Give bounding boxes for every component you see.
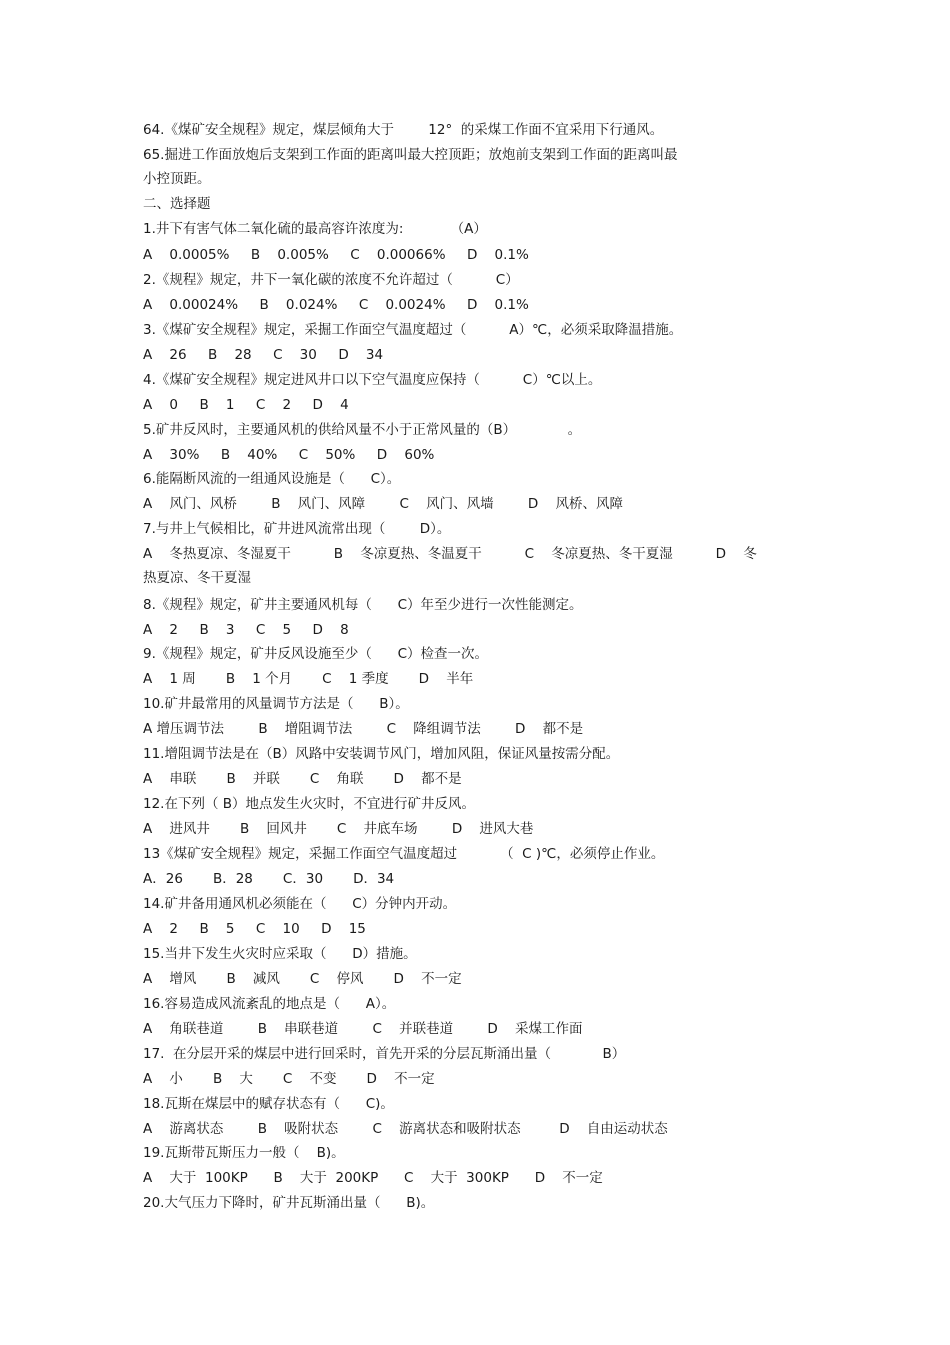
question-text: 17. 在分层开采的煤层中进行回采时，首先开采的分层瓦斯涌出量（ B） bbox=[143, 1046, 626, 1062]
question-text: 7.与井上气候相比，矿井进风流常出现（ D）。 bbox=[143, 521, 451, 537]
question-text: 20.大气压力下降时，矿井瓦斯涌出量（ B)。 bbox=[143, 1195, 435, 1211]
question-text: 5.矿井反风时，主要通风机的供给风量不小于正常风量的（B） 。 bbox=[143, 422, 582, 438]
answer-options: A 1 周 B 1 个月 C 1 季度 D 半年 bbox=[143, 671, 474, 687]
question-text: 11.增阻调节法是在（B）风路中安装调节风门，增加风阻，保证风量按需分配。 bbox=[143, 746, 620, 762]
answer-options: A 冬热夏凉、冬湿夏干 B 冬凉夏热、冬温夏干 C 冬凉夏热、冬干夏湿 D 冬 bbox=[143, 546, 757, 562]
question-text: 16.容易造成风流紊乱的地点是（ A）。 bbox=[143, 996, 396, 1012]
question-text: 15.当井下发生火灾时应采取（ D）措施。 bbox=[143, 946, 417, 962]
answer-options: A 0.0005% B 0.005% C 0.00066% D 0.1% bbox=[143, 247, 529, 263]
answer-options: A 0 B 1 C 2 D 4 bbox=[143, 397, 349, 413]
answer-options: A 26 B 28 C 30 D 34 bbox=[143, 347, 384, 363]
answer-options: A 游离状态 B 吸附状态 C 游离状态和吸附状态 D 自由运动状态 bbox=[143, 1121, 668, 1137]
answer-options: 热夏凉、冬干夏湿 bbox=[143, 570, 251, 586]
question-text: 3.《煤矿安全规程》规定，采掘工作面空气温度超过（ A）℃，必须采取降温措施。 bbox=[143, 322, 683, 338]
answer-options: A 2 B 3 C 5 D 8 bbox=[143, 622, 349, 638]
answer-options: A 进风井 B 回风井 C 井底车场 D 进风大巷 bbox=[143, 821, 534, 837]
answer-options: A 小 B 大 C 不变 D 不一定 bbox=[143, 1071, 435, 1087]
answer-options: A 2 B 5 C 10 D 15 bbox=[143, 921, 366, 937]
answer-options: A 大于 100KP B 大于 200KP C 大于 300KP D 不一定 bbox=[143, 1170, 603, 1186]
answer-options: A．26 B．28 C．30 D．34 bbox=[143, 871, 395, 887]
question-text: 2.《规程》规定，井下一氧化碳的浓度不允许超过（ C） bbox=[143, 272, 519, 288]
answer-options: A 增压调节法 B 增阻调节法 C 降组调节法 D 都不是 bbox=[143, 721, 584, 737]
text-line: 小控顶距。 bbox=[143, 171, 211, 187]
question-text: 19.瓦斯带瓦斯压力一般（ B)。 bbox=[143, 1145, 345, 1161]
question-text: 4.《煤矿安全规程》规定进风井口以下空气温度应保持（ C）℃以上。 bbox=[143, 372, 602, 388]
question-text: 6.能隔断风流的一组通风设施是（ C）。 bbox=[143, 471, 401, 487]
text-line: 65.掘进工作面放炮后支架到工作面的距离叫最大控顶距；放炮前支架到工作面的距离叫最 bbox=[143, 147, 678, 163]
question-text: 12.在下列（ B）地点发生火灾时，不宜进行矿井反风。 bbox=[143, 796, 476, 812]
question-text: 13《煤矿安全规程》规定，采掘工作面空气温度超过 （ C )℃，必须停止作业。 bbox=[143, 846, 665, 862]
answer-options: A 角联巷道 B 串联巷道 C 并联巷道 D 采煤工作面 bbox=[143, 1021, 583, 1037]
question-text: 10.矿井最常用的风量调节方法是（ B）。 bbox=[143, 696, 409, 712]
text-line: 64.《煤矿安全规程》规定，煤层倾角大于 12° 的采煤工作面不宜采用下行通风。 bbox=[143, 122, 664, 138]
answer-options: A 增风 B 减风 C 停风 D 不一定 bbox=[143, 971, 462, 987]
question-text: 8.《规程》规定，矿井主要通风机每（ C）年至少进行一次性能测定。 bbox=[143, 597, 583, 613]
answer-options: A 0.00024% B 0.024% C 0.0024% D 0.1% bbox=[143, 297, 529, 313]
answer-options: A 风门、风桥 B 风门、风障 C 风门、风墙 D 风桥、风障 bbox=[143, 496, 623, 512]
answer-options: A 串联 B 并联 C 角联 D 都不是 bbox=[143, 771, 462, 787]
question-text: 18.瓦斯在煤层中的赋存状态有（ C)。 bbox=[143, 1096, 394, 1112]
answer-options: A 30% B 40% C 50% D 60% bbox=[143, 447, 435, 463]
section-heading: 二、选择题 bbox=[143, 196, 211, 212]
question-text: 9.《规程》规定，矿井反风设施至少（ C）检查一次。 bbox=[143, 646, 489, 662]
question-text: 14.矿井备用通风机必须能在（ C）分钟内开动。 bbox=[143, 896, 457, 912]
question-text: 1.井下有害气体二氧化硫的最高容许浓度为: （A） bbox=[143, 221, 487, 237]
